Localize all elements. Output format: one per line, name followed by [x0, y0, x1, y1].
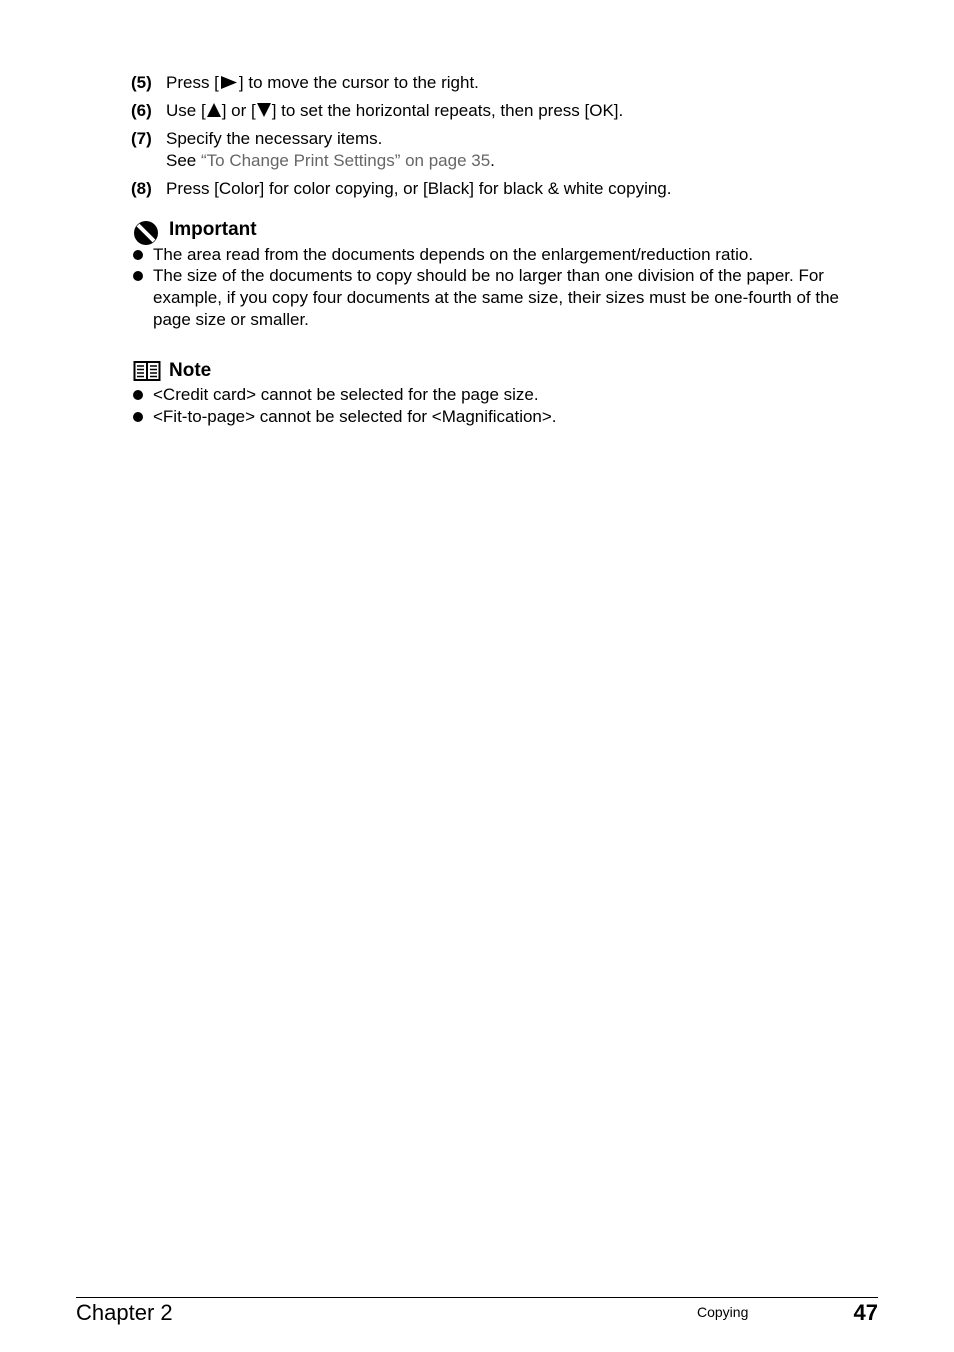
footer-chapter: Chapter 2 [76, 1300, 173, 1325]
bullet-dot [133, 250, 143, 260]
down-arrow-button-icon [256, 102, 272, 118]
step-text: Specify the necessary items. [166, 129, 383, 148]
right-arrow-button-icon [219, 75, 239, 90]
step-text [166, 72, 479, 94]
footer-rule [76, 1297, 878, 1298]
step-number: (7) [131, 129, 152, 148]
step-number: (5) [131, 73, 152, 92]
step-number: (8) [131, 179, 152, 198]
step-text-part: Press [ [166, 73, 219, 92]
page-number: 47 [853, 1300, 878, 1325]
step-text-part: ] to move the cursor to the right. [238, 73, 479, 92]
step-text-part: ] to set the horizontal repeats, then press [OK]. [271, 101, 624, 120]
note-book-icon [133, 360, 161, 382]
important-icon [133, 220, 160, 246]
up-arrow-button-icon [206, 102, 222, 118]
step-number: (6) [131, 101, 152, 120]
see-label: See [166, 151, 201, 170]
step-text-part: ] or [ [221, 101, 256, 120]
bullet-text: <Fit-to-page> cannot be selected for <Magnification>. [153, 407, 557, 426]
cross-reference-link[interactable]: “To Change Print Settings” on page 35 [200, 151, 491, 170]
bullet-text: The size of the documents to copy should be no larger than one division of the paper. For example, if you copy four documents at the same size, their sizes must be one-fourth of the page size or smaller. [153, 266, 840, 329]
see-reference [166, 150, 495, 172]
note-title: Note [169, 360, 212, 381]
step-text-part: Use [ [166, 101, 206, 120]
footer-section-title: Copying [697, 1304, 749, 1320]
bullet-dot [133, 412, 143, 422]
bullet-dot [133, 271, 143, 281]
bullet-text: <Credit card> cannot be selected for the page size. [153, 385, 539, 404]
important-title: Important [169, 219, 257, 240]
bullet-dot [133, 390, 143, 400]
see-suffix: . [490, 151, 495, 170]
step-text: Press [Color] for color copying, or [Black] for black & white copying. [166, 179, 672, 198]
bullet-text: The area read from the documents depends on the enlargement/reduction ratio. [153, 245, 754, 264]
step-text [166, 100, 623, 122]
